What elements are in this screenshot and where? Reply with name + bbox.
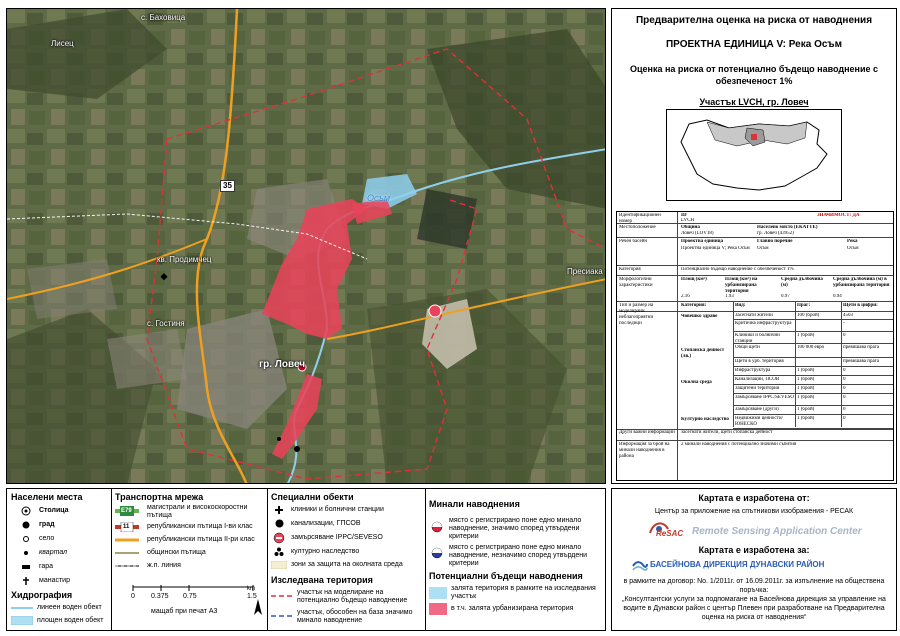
resac-logo: ReSAC bbox=[656, 529, 684, 538]
table-cell: Други важни информации bbox=[619, 430, 675, 435]
table-cell: засегнати жители, щети стопанска дейност bbox=[681, 430, 773, 435]
map-legend bbox=[6, 488, 606, 631]
map-label-lovech: гр. Ловеч bbox=[259, 359, 306, 370]
map-label-lisets: Лисец bbox=[51, 39, 74, 48]
table-cell: Река bbox=[847, 239, 858, 244]
table-cell: Площ (км²) bbox=[681, 277, 707, 282]
municipal-road-symbol bbox=[115, 550, 139, 556]
credits-heading: Картата е изработена от: bbox=[698, 493, 810, 503]
legend-label: клиники и болнични станции bbox=[291, 506, 384, 513]
table-cell: Щети в урб. територия bbox=[735, 359, 784, 364]
legend-heading: Специални обекти bbox=[271, 492, 354, 502]
bulgaria-outline-map bbox=[667, 110, 841, 200]
table-cell: 1 (брой) bbox=[797, 386, 815, 391]
table-cell: гр. Ловеч (43952) bbox=[757, 231, 794, 236]
legend-label: гара bbox=[39, 563, 54, 570]
table-cell: Замърсяване (други) bbox=[735, 407, 779, 412]
flooded-area-swatch bbox=[429, 587, 447, 599]
legend-label: площен воден обект bbox=[37, 617, 104, 624]
credits-heading: Картата е изработена за: bbox=[698, 545, 810, 555]
legend-label: в т.ч. залята урбанизирана територия bbox=[451, 605, 574, 612]
table-cell: Средна дълбочина (м) bbox=[781, 277, 823, 288]
table-row bbox=[617, 266, 893, 276]
table-cell: 1 (брой) bbox=[797, 377, 815, 382]
table-row bbox=[733, 376, 893, 385]
table-cell: Щети в цифри: bbox=[843, 303, 878, 308]
table-cell: Критична инфраструктура bbox=[735, 321, 792, 326]
table-cell: 100 (брой) bbox=[797, 313, 820, 318]
table-cell: Проектна единица bbox=[681, 239, 724, 244]
class2-road-symbol bbox=[115, 537, 139, 543]
legend-label: 11 bbox=[123, 524, 130, 530]
table-cell: - bbox=[843, 321, 845, 326]
table-cell: Инфраструктура bbox=[735, 368, 771, 373]
urban-flooded-swatch bbox=[429, 603, 447, 615]
protected-zone-icon bbox=[271, 561, 287, 569]
table-cell: Замърсяване IPPC/SEVESO bbox=[735, 395, 794, 400]
scale-caption: мащаб при печат А3 bbox=[151, 608, 218, 615]
table-row bbox=[733, 394, 893, 406]
legend-label: участък на моделиране на потенциално бъдещо наводнение bbox=[297, 589, 408, 604]
table-cell: 0 bbox=[843, 395, 846, 400]
legend-heading: Хидрография bbox=[11, 590, 73, 600]
table-row bbox=[733, 332, 893, 344]
info-panel bbox=[611, 8, 897, 484]
table-cell: Тип и размер на моделирани неблагоприятни последици bbox=[619, 303, 654, 326]
table-row bbox=[617, 238, 893, 266]
legend-heading: Потенциални бъдещи наводнения bbox=[429, 571, 583, 581]
table-cell: Засегнати жители bbox=[735, 313, 773, 318]
legend-label: общински пътища bbox=[147, 549, 206, 556]
legend-label: републикански пътища II-ри клас bbox=[147, 536, 255, 543]
scale-tick: 1.5 bbox=[247, 593, 257, 600]
map-label-prodimchets: кв. Продимчец bbox=[157, 255, 212, 264]
table-row bbox=[733, 406, 893, 415]
table-cell: 100 000 евро bbox=[797, 345, 825, 350]
table-cell: 0 bbox=[843, 416, 846, 421]
table-cell: Категория bbox=[619, 267, 641, 272]
table-row bbox=[733, 320, 893, 332]
sewage-icon bbox=[275, 519, 284, 528]
significance-badge: ЗНАЧИМОСТ: ДА bbox=[817, 213, 860, 218]
legend-label: републикански пътища I-ви клас bbox=[147, 523, 253, 530]
legend-heading: Изследвана територия bbox=[271, 575, 373, 585]
monastery-icon bbox=[21, 576, 31, 586]
legend-heading: Населени места bbox=[11, 492, 83, 502]
road-number-shield: 35 bbox=[220, 180, 235, 192]
credits-organization: Център за приложение на спътникови изображения - РЕСАК bbox=[654, 508, 854, 515]
legend-label: място с регистрирано поне едно минало наводнение, значимо според утвърдени критерии bbox=[449, 517, 582, 540]
north-arrow-icon bbox=[253, 599, 263, 619]
clinic-icon bbox=[275, 506, 283, 514]
table-cell: Идентификационен номер bbox=[619, 213, 661, 224]
satellite-map bbox=[7, 9, 606, 484]
basin-directorate-logo-icon bbox=[632, 558, 648, 572]
table-cell: ID bbox=[681, 213, 687, 218]
table-cell: Средна дълбочина (м) в урбанизирана територия bbox=[833, 277, 890, 288]
table-cell: 0.97 bbox=[781, 294, 790, 299]
table-cell: превишава прага bbox=[843, 345, 879, 350]
legend-label: манастир bbox=[39, 577, 70, 584]
table-cell: 0 bbox=[843, 407, 846, 412]
table-row bbox=[617, 429, 893, 441]
table-row bbox=[733, 415, 893, 429]
table-cell: Проектна единица V; Река Осъм bbox=[681, 246, 750, 251]
risk-table bbox=[616, 211, 894, 481]
legend-label: канализации, ГПСОВ bbox=[291, 520, 361, 527]
table-cell: Речен басейн bbox=[619, 239, 648, 244]
table-cell: Площ (км²) на урбанизирана територия bbox=[725, 277, 758, 294]
legend-transport bbox=[111, 489, 267, 630]
legend-label: залята територия в рамките на изследвания участък bbox=[451, 585, 596, 600]
insignificant-past-flood-icon bbox=[431, 547, 443, 559]
legend-label: замърсяване IPPC/SEVESO bbox=[291, 534, 383, 541]
table-cell: Праг: bbox=[797, 303, 811, 308]
model-boundary-symbol bbox=[271, 593, 293, 599]
table-cell: 2 минали наводнения с потенциално значими събития bbox=[681, 442, 797, 447]
table-cell: Недвижими ценности/ЮНЕСКО bbox=[735, 416, 783, 427]
table-cell: Канализации, ПСОВ bbox=[735, 377, 780, 382]
scale-tick: 0.75 bbox=[183, 593, 197, 600]
station-icon bbox=[21, 563, 31, 571]
railway-symbol bbox=[115, 563, 139, 569]
credits-panel bbox=[611, 488, 897, 631]
table-cell: Общи щети bbox=[735, 345, 760, 350]
resac-full-name: Remote Sensing Application Center bbox=[692, 526, 862, 537]
table-cell: Стопанска дейност (лв.) bbox=[681, 348, 725, 359]
contract-text: в рамките на договор: No. 1/2011г. от 16.09.2011г. за изпълнение на обществена поръчка: bbox=[623, 578, 885, 594]
table-cell: Морфологични характеристики bbox=[619, 277, 653, 288]
table-cell: Местоположение bbox=[619, 225, 656, 230]
table-cell: 4503 bbox=[843, 313, 853, 318]
legend-label: участък, обособен на база значимо минало наводнение bbox=[297, 609, 413, 624]
significant-past-flood-icon bbox=[431, 521, 443, 533]
legend-heading: Транспортна мрежа bbox=[115, 492, 204, 502]
table-row bbox=[733, 358, 893, 367]
legend-label: зони за защита на околната среда bbox=[291, 561, 403, 568]
city-icon bbox=[21, 520, 31, 530]
table-cell: Категория: bbox=[681, 303, 707, 308]
table-row bbox=[617, 276, 893, 302]
legend-label: магистрали и високоскоростни пътища bbox=[147, 504, 248, 519]
capital-icon bbox=[21, 506, 31, 516]
table-cell: Клиники и болнични станции bbox=[735, 333, 780, 344]
map-label-gostinya: с. Гостиня bbox=[147, 319, 185, 328]
map-label-river: Осъм bbox=[367, 193, 391, 203]
panel-title: Предварителна оценка на риска от наводнения bbox=[635, 15, 873, 26]
legend-label: линеен воден обект bbox=[37, 604, 102, 611]
table-cell: Информация за брой на минали наводнения в района bbox=[619, 442, 670, 459]
legend-label: село bbox=[39, 535, 55, 542]
table-row bbox=[733, 367, 893, 376]
table-cell: 1.93 bbox=[725, 294, 734, 299]
legend-label: културно наследство bbox=[291, 548, 360, 555]
legend-label: квартал bbox=[39, 549, 68, 556]
table-cell: 0 bbox=[843, 386, 846, 391]
risk-assessment-title: Оценка на риска от потенциално бъдещо наводнение с обезпеченост 1% bbox=[630, 64, 878, 86]
map-label-village: с. Баховица bbox=[141, 13, 186, 22]
map-label-presiaka: Пресиака bbox=[567, 267, 603, 276]
quarter-icon bbox=[22, 549, 30, 557]
table-cell: Главно поречие bbox=[757, 239, 793, 244]
location-inset-map bbox=[666, 109, 842, 201]
table-cell: превишава прага bbox=[843, 359, 879, 364]
heritage-icon bbox=[274, 547, 284, 557]
table-cell: Потенциално бъдещо наводнение с обезпеченост 1% bbox=[681, 267, 794, 272]
table-cell: 1 (брой) bbox=[797, 368, 815, 373]
table-row bbox=[733, 312, 893, 320]
area-water-icon bbox=[11, 616, 33, 625]
legend-label: ж.п. линия bbox=[147, 562, 181, 569]
table-cell: Човешко здраве bbox=[681, 314, 718, 319]
table-cell: Осъм bbox=[847, 246, 859, 251]
legend-settlements bbox=[7, 489, 111, 630]
table-cell: 1 (брой) bbox=[797, 407, 815, 412]
table-cell: 0 bbox=[843, 377, 846, 382]
table-cell: 0 bbox=[843, 333, 846, 338]
table-cell: Културно наследство bbox=[681, 417, 729, 422]
table-row bbox=[617, 224, 893, 238]
legend-label: Столица bbox=[39, 507, 69, 514]
section-title: Участък LVCH, гр. Ловеч bbox=[699, 97, 809, 107]
table-cell: LVCH bbox=[681, 218, 695, 223]
table-cell: Осъм bbox=[757, 246, 769, 251]
table-row bbox=[617, 441, 893, 481]
table-cell: 1 (брой) bbox=[797, 416, 815, 421]
table-row bbox=[733, 344, 893, 358]
legend-heading: Минали наводнения bbox=[429, 499, 520, 509]
scale-tick: 0 bbox=[131, 593, 135, 600]
basin-directorate-logo: БАСЕЙНОВА ДИРЕКЦИЯ ДУНАВСКИ РАЙОН bbox=[650, 560, 825, 569]
linear-water-icon bbox=[11, 605, 33, 611]
legend-label: град bbox=[39, 521, 55, 528]
pollution-icon bbox=[273, 532, 285, 544]
village-icon bbox=[22, 535, 30, 543]
table-row bbox=[733, 385, 893, 394]
scale-unit: km bbox=[247, 586, 255, 592]
table-row bbox=[617, 212, 893, 224]
legend-label: място с регистрирано поне едно минало наводнение, незначимо според утвърдени критерии bbox=[449, 544, 588, 567]
legend-special-objects bbox=[267, 489, 425, 630]
table-cell: Защитени територии bbox=[735, 386, 780, 391]
table-cell: 0.94 bbox=[833, 294, 842, 299]
table-cell: 0 bbox=[843, 368, 846, 373]
map-view[interactable] bbox=[6, 8, 606, 484]
table-cell: Вид: bbox=[735, 303, 746, 308]
project-unit-title: ПРОЕКТНА ЕДИНИЦА V: Река Осъм bbox=[665, 39, 842, 50]
table-cell: Населено място (ЕКАТТЕ) bbox=[757, 225, 818, 230]
table-cell: Околна среда bbox=[681, 380, 712, 385]
table-cell: 2.16 bbox=[681, 294, 690, 299]
table-cell: Ловеч (LOV18) bbox=[681, 231, 714, 236]
project-text: „Консултантски услуги за подпомагане на Басейнова дирекция за управление на водите в Дунавски район с център Плевен при разработване на Предварителна оценка на риска от наводнения“ bbox=[622, 596, 886, 621]
legend-floods bbox=[425, 489, 605, 630]
table-cell: 1 (брой) bbox=[797, 395, 815, 400]
table-cell: 1 (брой) bbox=[797, 333, 815, 338]
legend-label: E79 bbox=[121, 508, 132, 514]
table-cell: Община bbox=[681, 225, 700, 230]
past-boundary-symbol bbox=[271, 613, 293, 619]
scale-tick: 0.375 bbox=[151, 593, 169, 600]
